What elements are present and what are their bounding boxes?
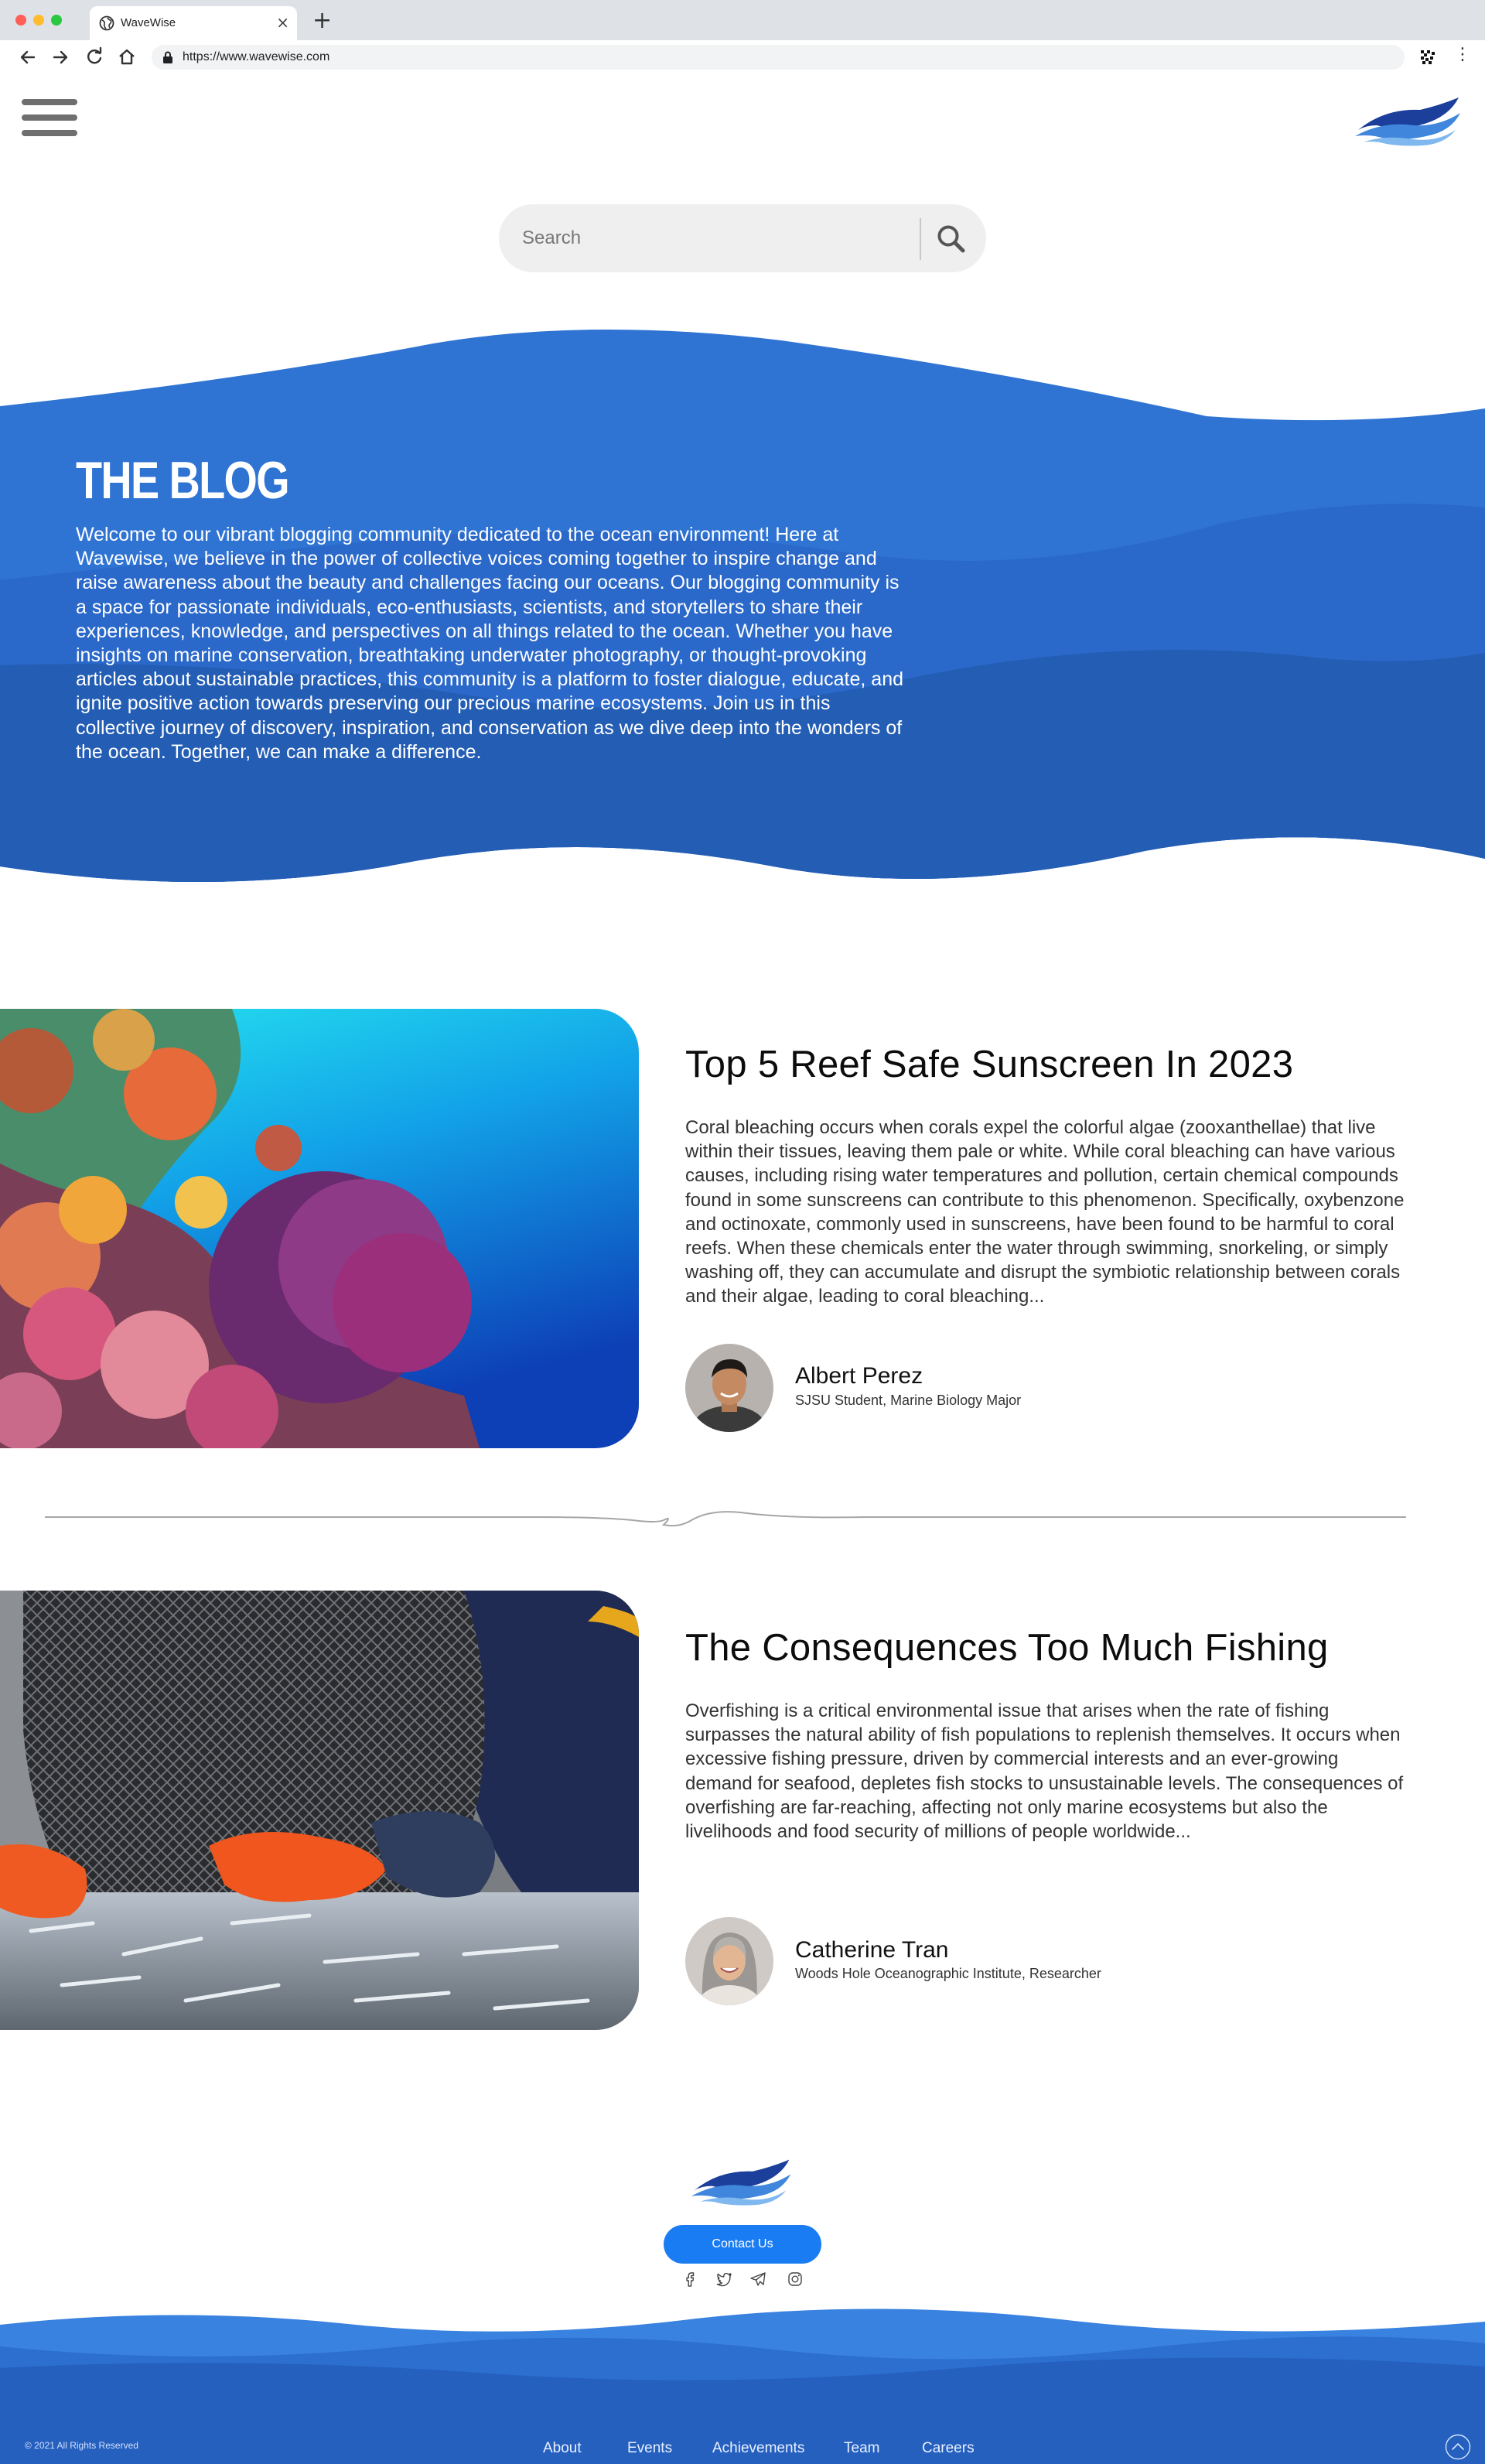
hero-description: Welcome to our vibrant blogging community dedicated to the ocean environment! Here at Wavewise, we believe in the power of collective voices coming together to inspire change and raise awareness about the beauty and challenges facing our oceans. Our blogging community is a space for passionate individuals, eco-enthusiasts, scientists, and storytellers to share their experiences, knowledge, and perspectives on all things related to the ocean. Whether you have insights on marine conservation, breathtaking underwater photography, or thought-provoking articles about sustainable practices, this community is a platform to foster dialogue, educate, and ignite positive action towards preserving our precious marine ecosystems. Join us in this collective journey of discovery, inspiration, and conservation as we dive deep into the wonders of the ocean. Together, we can make a difference. — [76, 524, 904, 763]
fishing-net-photo[interactable] — [0, 1591, 639, 2030]
footer-link-team[interactable]: Team — [844, 2440, 880, 2456]
coral-reef-photo[interactable] — [0, 1009, 639, 1448]
url-text[interactable]: https://www.wavewise.com — [183, 50, 330, 63]
author-name[interactable]: Albert Perez — [795, 1363, 923, 1389]
fishing-net-illustration — [0, 1591, 639, 2030]
forward-arrow-icon[interactable] — [50, 46, 71, 68]
hamburger-line — [22, 99, 77, 105]
footer-link-about[interactable]: About — [543, 2440, 582, 2456]
author-avatar[interactable] — [685, 1917, 773, 2005]
window-close-dot[interactable] — [15, 15, 26, 26]
wavewise-logo-icon[interactable] — [1354, 93, 1463, 147]
browser-menu-icon[interactable]: ⋮ — [1454, 45, 1471, 64]
lock-icon — [162, 51, 173, 63]
wave-divider — [45, 1497, 1406, 1536]
globe-icon — [99, 15, 114, 31]
reload-icon[interactable] — [84, 46, 105, 68]
copyright-text: © 2021 All Rights Reserved — [25, 2440, 138, 2451]
tab-title: WaveWise — [121, 16, 176, 29]
footer-link-careers[interactable]: Careers — [922, 2440, 975, 2456]
article-title[interactable]: Top 5 Reef Safe Sunscreen In 2023 — [685, 1044, 1294, 1085]
window-minimize-dot[interactable] — [33, 15, 44, 26]
footer-link-events[interactable]: Events — [627, 2440, 673, 2456]
article-excerpt: Coral bleaching occurs when corals expel the colorful algae (zooxanthellae) that live within their tissues, leaving them pale or white. While coral bleaching can have various causes, including rising water temperatures and pollution, certain chemical compounds found in some sunscreens can contribute to this phenomenon. Specifically, oxybenzone and octinoxate, commonly used in sunscreens, have been found to be harmful to coral reefs. When these chemicals enter the water through swimming, snorkeling, or simply washing off, they can accumulate and disrupt the symbiotic relationship between corals and their algae, leading to coral bleaching... — [685, 1117, 1405, 1307]
search-input[interactable] — [522, 221, 909, 255]
search-icon[interactable] — [929, 217, 974, 261]
scroll-to-top-icon[interactable] — [1445, 2434, 1471, 2460]
woman-portrait-icon — [685, 1917, 773, 2005]
new-tab-button[interactable]: + — [312, 7, 333, 34]
author-role: Woods Hole Oceanographic Institute, Researcher — [795, 1966, 1101, 1981]
article-title[interactable]: The Consequences Too Much Fishing — [685, 1627, 1329, 1669]
browser-chrome — [0, 0, 1485, 74]
back-arrow-icon[interactable] — [17, 46, 39, 68]
search-bar — [499, 204, 986, 272]
hamburger-line — [22, 130, 77, 136]
wavewise-logo-icon[interactable] — [684, 2155, 800, 2206]
window-maximize-dot[interactable] — [51, 15, 62, 26]
facebook-icon[interactable] — [681, 2270, 699, 2288]
hamburger-line — [22, 114, 77, 121]
tab-close-icon[interactable]: × — [276, 13, 289, 32]
article-excerpt: Overfishing is a critical environmental issue that arises when the rate of fishing surpasses the natural ability of fish populations to replenish themselves. It occurs when excessive fishing pressure, driven by commercial interests and an ever-growing demand for seafood, depletes fish stocks to unsustainable levels. The consequences of overfishing are far-reaching, affecting not only marine ecosystems but also the livelihoods and food security of millions of people worldwide... — [685, 1700, 1404, 1843]
man-portrait-icon — [685, 1344, 773, 1432]
home-icon[interactable] — [116, 46, 138, 68]
address-bar[interactable] — [152, 45, 1405, 70]
author-role: SJSU Student, Marine Biology Major — [795, 1393, 1022, 1408]
hamburger-menu-icon[interactable] — [22, 99, 79, 138]
footer-link-achievements[interactable]: Achievements — [712, 2440, 805, 2456]
coral-reef-illustration — [0, 1009, 639, 1448]
extension-icon[interactable] — [1418, 47, 1438, 67]
hero-title: THE BLOG — [76, 451, 288, 510]
browser-toolbar — [0, 40, 1485, 74]
telegram-icon[interactable] — [749, 2270, 767, 2288]
twitter-icon[interactable] — [715, 2270, 733, 2288]
author-name[interactable]: Catherine Tran — [795, 1937, 949, 1963]
search-divider — [920, 218, 921, 260]
author-avatar[interactable] — [685, 1344, 773, 1432]
contact-us-button[interactable]: Contact Us — [664, 2225, 821, 2264]
instagram-icon[interactable] — [786, 2270, 804, 2288]
browser-tab[interactable] — [90, 6, 297, 40]
